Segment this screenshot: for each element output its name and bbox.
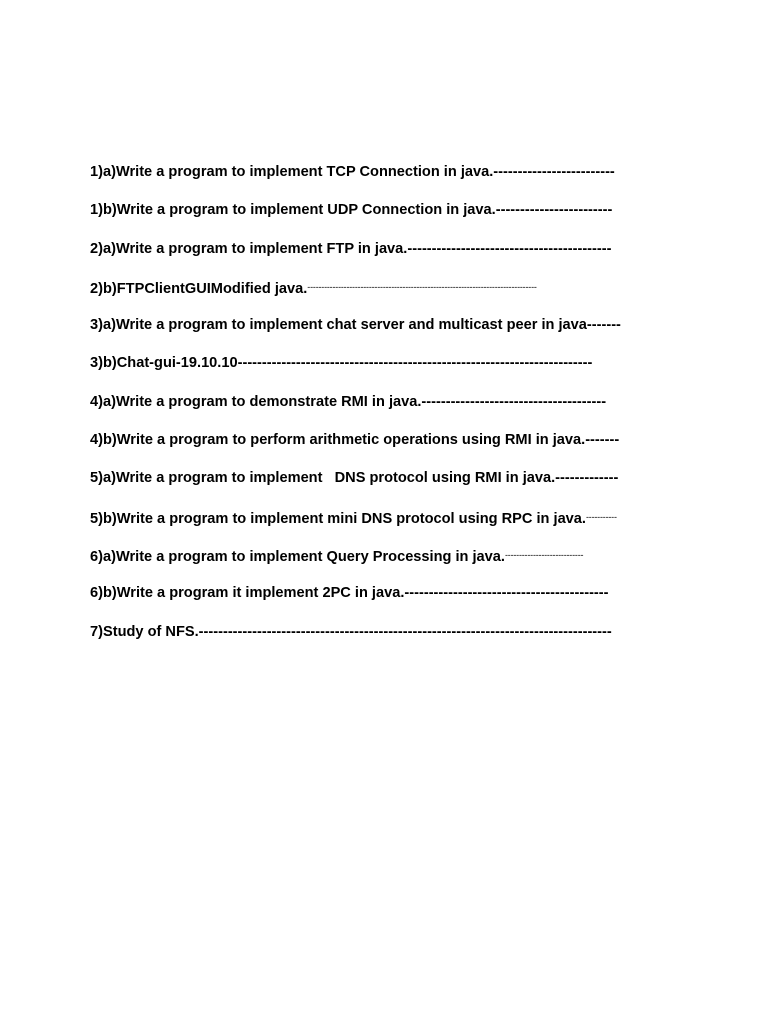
entry-text: 5)b)Write a program to implement mini DNS protocol using RPC in java. xyxy=(90,510,586,527)
index-entry-2b xyxy=(90,275,670,313)
entry-dash-leader: ------------------------------------------------------------------------------------- xyxy=(198,623,612,640)
entry-dash-leader: ------------------------------------------ xyxy=(407,240,612,257)
entry-text: 7)Study of NFS. xyxy=(90,623,199,640)
index-entry-1a xyxy=(90,160,670,198)
entry-text: 5)a)Write a program to implement DNS protocol using RMI in java. xyxy=(90,470,556,487)
index-entry-3a xyxy=(90,313,670,351)
entry-text: 1)b)Write a program to implement UDP Connection in java. xyxy=(90,202,496,219)
entry-text: 2)a)Write a program to implement FTP in java. xyxy=(90,240,408,257)
entry-dash-leader: ------------- xyxy=(555,470,619,487)
entry-text: 6)b)Write a program it implement 2PC in java. xyxy=(90,585,405,602)
index-entry-7 xyxy=(90,620,670,658)
entry-dash-leader: ------- xyxy=(585,432,620,449)
index-entry-5a xyxy=(90,466,670,504)
entry-dash-leader: ------------------------------------------ xyxy=(404,585,609,602)
index-entry-2a xyxy=(90,237,670,275)
entry-dash-leader: ---------------------------- xyxy=(504,549,584,560)
index-entry-1b xyxy=(90,198,670,236)
entry-dash-leader: ---------------------------------------------------------------------------------- xyxy=(307,281,537,292)
index-entry-6a xyxy=(90,543,670,581)
index-entry-3b xyxy=(90,351,670,389)
entry-text: 3)a)Write a program to implement chat server and multicast peer in java xyxy=(90,317,587,334)
entry-dash-leader: ------------------------- xyxy=(493,164,615,180)
index-entry-6b xyxy=(90,581,670,619)
entry-text: 2)b)FTPClientGUIModified java. xyxy=(90,280,308,297)
entry-text: 6)a)Write a program to implement Query Processing in java. xyxy=(90,548,505,565)
program-index-list xyxy=(90,160,670,658)
entry-dash-leader: -------------------------------------- xyxy=(421,393,607,410)
index-entry-4b xyxy=(90,428,670,466)
entry-text: 4)b)Write a program to perform arithmetic operations using RMI in java. xyxy=(90,432,586,449)
entry-dash-leader: ------------------------------------------------------------------------- xyxy=(237,355,593,372)
entry-dash-leader: ------- xyxy=(586,317,621,334)
entry-text: 1)a)Write a program to implement TCP Connection in java. xyxy=(90,164,494,180)
entry-text: 4)a)Write a program to demonstrate RMI in java. xyxy=(90,393,422,410)
index-entry-5b xyxy=(90,505,670,543)
entry-dash-leader: ----------- xyxy=(585,511,617,522)
index-entry-4a xyxy=(90,390,670,428)
entry-dash-leader: ------------------------ xyxy=(495,202,613,219)
entry-text: 3)b)Chat-gui-19.10.10 xyxy=(90,355,238,372)
